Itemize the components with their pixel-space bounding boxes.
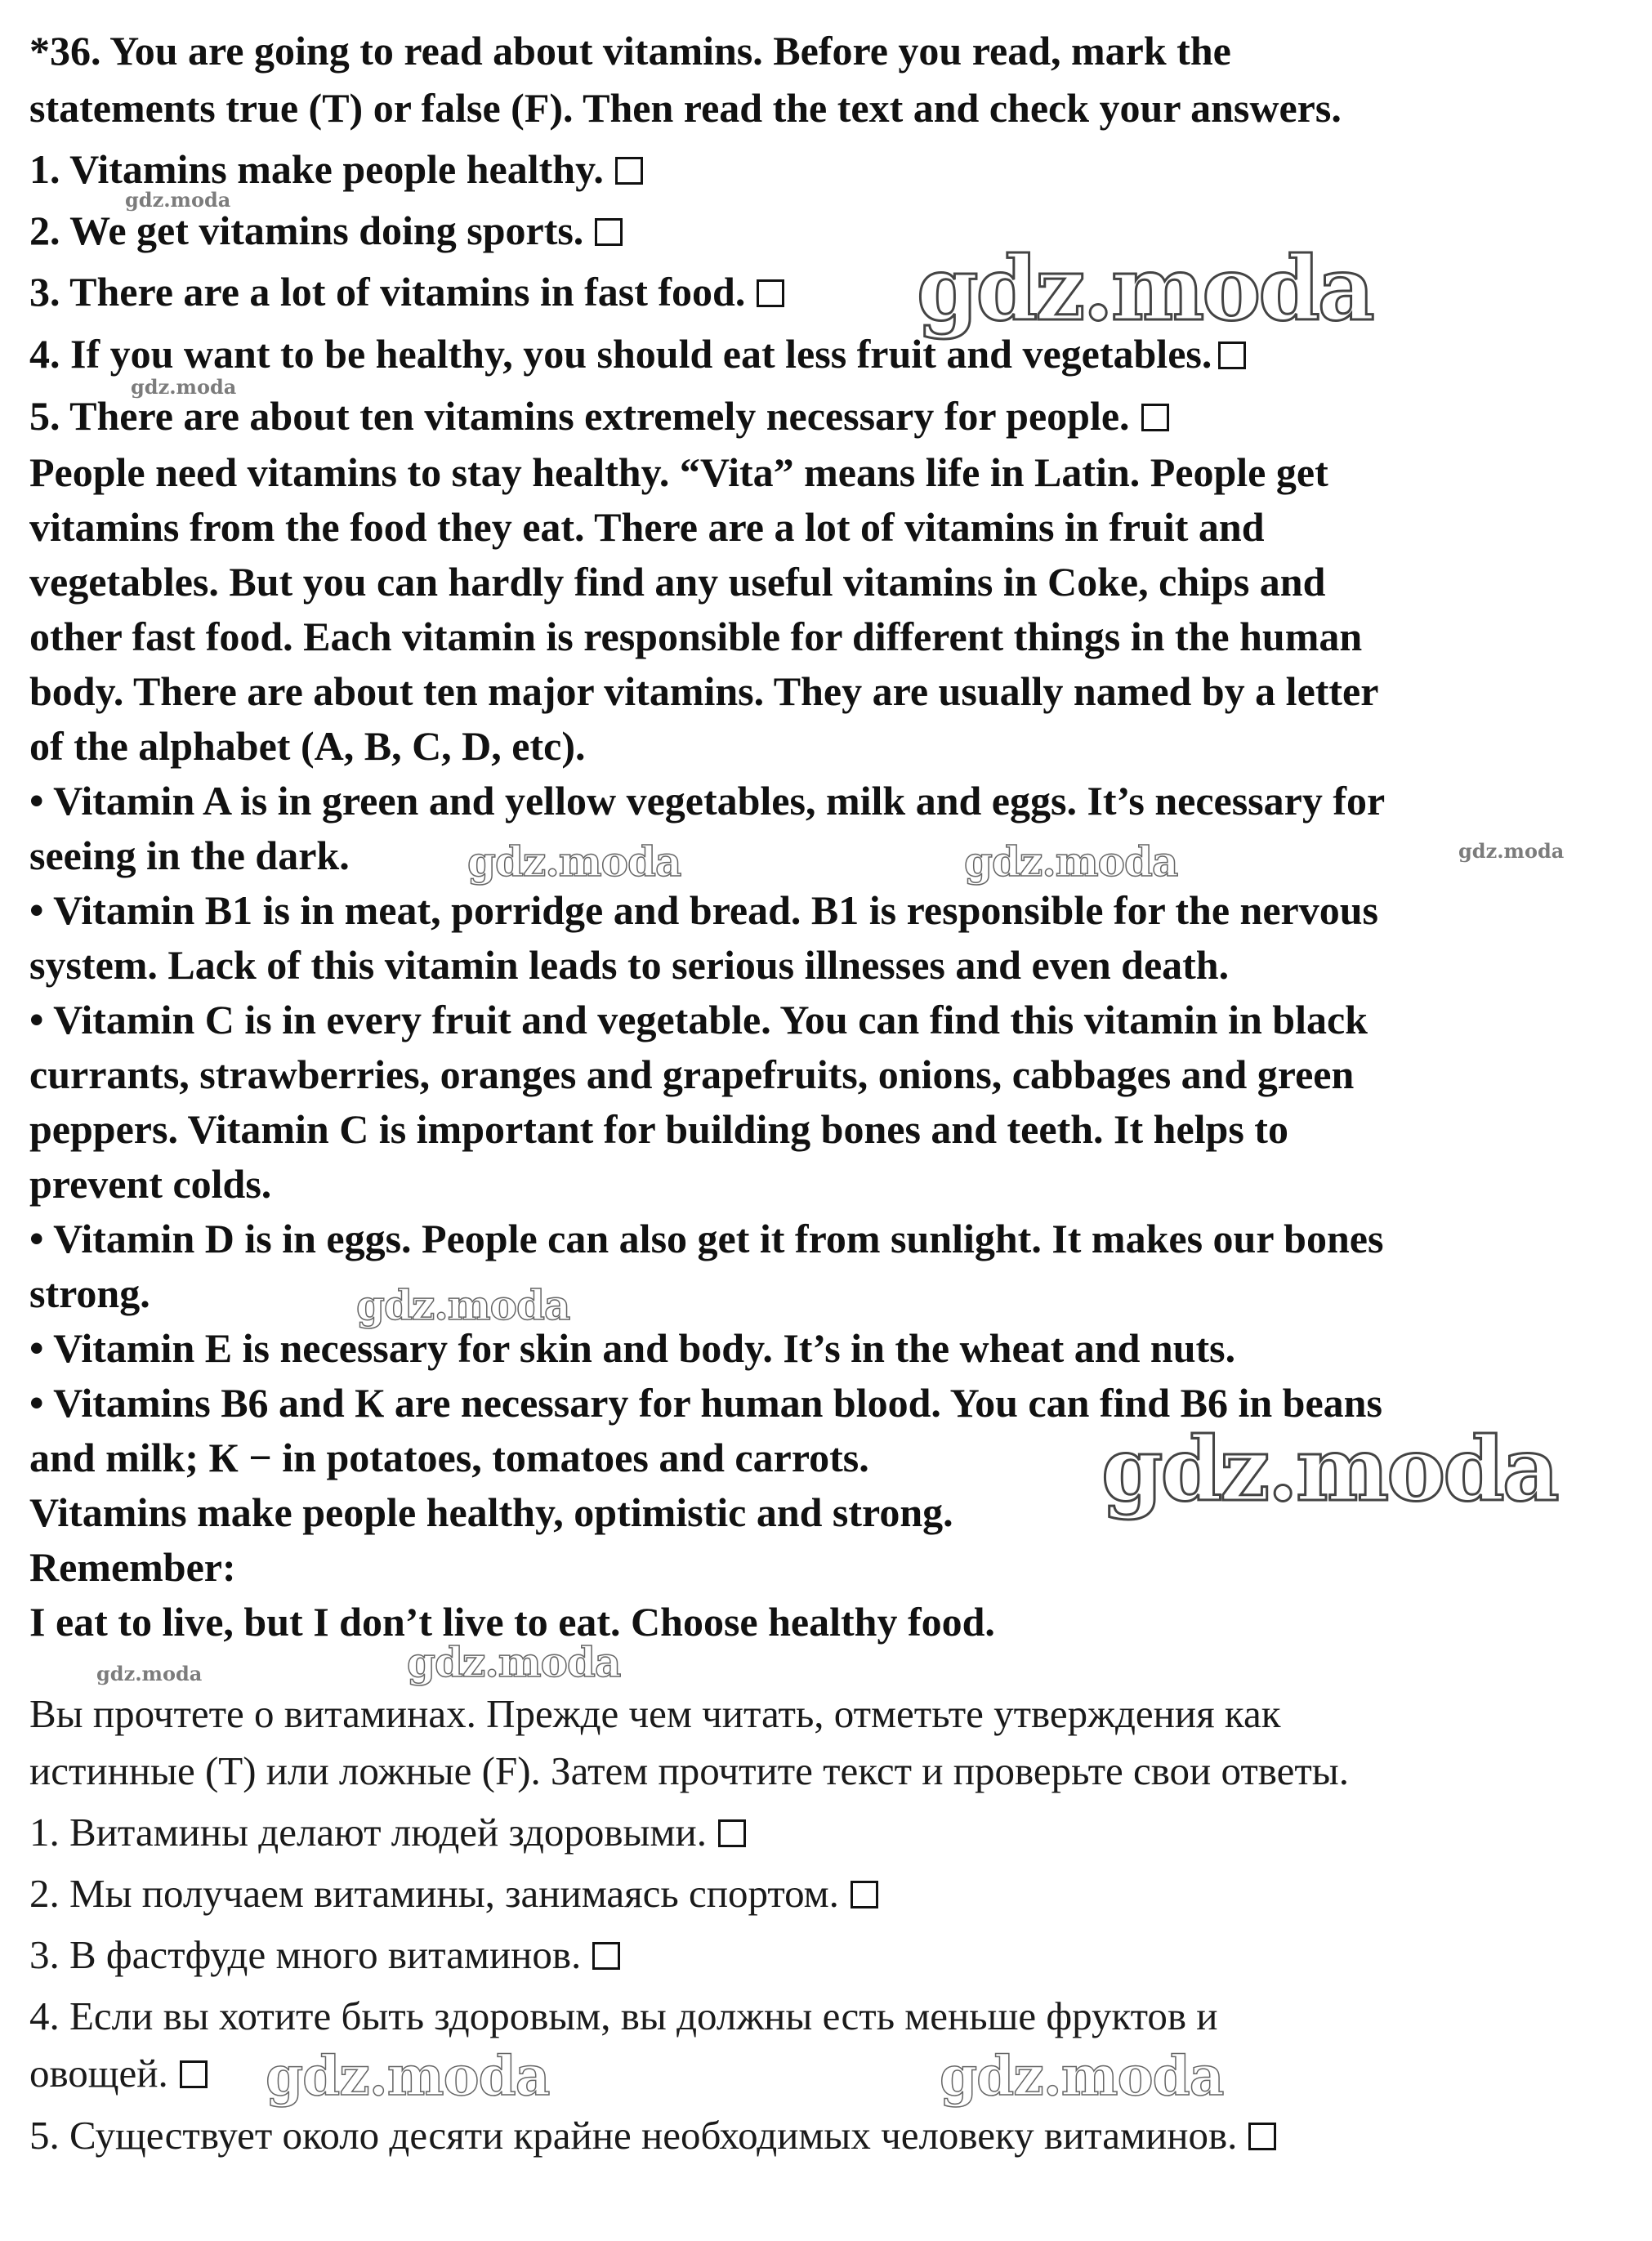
text-line-1: People need vitamins to stay healthy. “Vita” means life in Latin. People get	[29, 449, 1328, 495]
statement-en-5-text: 5. There are about ten vitamins extremely necessary for people.	[29, 393, 1130, 439]
text-line-20: Vitamins make people healthy, optimistic and strong.	[29, 1489, 953, 1535]
text-line-10: system. Lack of this vitamin leads to serious illnesses and even death.	[29, 942, 1230, 988]
statement-ru-5-text: 5. Существует около десяти крайне необходимых человеку витаминов.	[29, 2113, 1238, 2158]
statement-ru-4-cont-text: овощей.	[29, 2051, 168, 2096]
watermark-10: gdz.moda	[407, 1638, 621, 1686]
watermark-5: gdz.moda	[964, 837, 1178, 886]
statement-en-3-text: 3. There are a lot of vitamins in fast food.	[29, 269, 746, 315]
text-line-3: vegetables. But you can hardly find any useful vitamins in Coke, chips and	[29, 559, 1326, 605]
text-line-5: body. There are about ten major vitamins. They are usually named by a letter	[29, 668, 1379, 714]
text-line-16: strong.	[29, 1270, 150, 1316]
text-line-13: peppers. Vitamin C is important for building bones and teeth. It helps to	[29, 1106, 1288, 1152]
answer-checkbox-ru-3[interactable]	[592, 1942, 620, 1970]
translation-line-2: истинные (Т) или ложные (F). Затем прочтите текст и проверьте свои ответы.	[29, 1748, 1349, 1793]
statement-ru-1	[29, 1810, 746, 1855]
answer-checkbox-en-1[interactable]	[615, 157, 643, 185]
watermark-6: gdz.moda	[1458, 839, 1565, 863]
text-line-8: seeing in the dark.	[29, 833, 350, 878]
text-line-6: of the alphabet (A, B, C, D, etc).	[29, 723, 586, 769]
statement-ru-5	[29, 2113, 1276, 2158]
text-line-18: • Vitamins B6 and К are necessary for human blood. You can find B6 in beans	[29, 1380, 1382, 1426]
statement-ru-2	[29, 1871, 878, 1916]
text-line-4: other fast food. Each vitamin is responsible for different things in the human	[29, 614, 1363, 659]
text-line-15: • Vitamin D is in eggs. People can also get it from sunlight. It makes our bones	[29, 1216, 1384, 1261]
text-line-21: Remember:	[29, 1544, 236, 1590]
statement-ru-2-text: 2. Мы получаем витамины, занимаясь спортом.	[29, 1871, 839, 1916]
statement-en-3	[29, 269, 784, 315]
statement-ru-4-cont	[29, 2051, 208, 2096]
answer-checkbox-ru-1[interactable]	[718, 1819, 746, 1847]
answer-checkbox-en-4[interactable]	[1218, 342, 1246, 369]
watermark-4: gdz.moda	[467, 837, 681, 886]
statement-en-2-text: 2. We get vitamins doing sports.	[29, 208, 584, 253]
answer-checkbox-ru-4[interactable]	[180, 2060, 208, 2088]
answer-checkbox-en-2[interactable]	[595, 218, 623, 246]
watermark-11: gdz.moda	[266, 2044, 550, 2108]
statement-ru-3-text: 3. В фастфуде много витаминов.	[29, 1932, 582, 1977]
text-line-19: and milk; К − in potatoes, tomatoes and carrots.	[29, 1435, 869, 1480]
task-heading-line-2: statements true (T) or false (F). Then read the text and check your answers.	[29, 85, 1342, 131]
statement-ru-3	[29, 1932, 620, 1977]
watermark-9: gdz.moda	[96, 1662, 203, 1685]
answer-checkbox-en-3[interactable]	[757, 279, 784, 307]
watermark-1: gdz.moda	[125, 188, 231, 212]
statement-en-5	[29, 393, 1169, 439]
answer-checkbox-en-5[interactable]	[1141, 404, 1169, 431]
statement-ru-4: 4. Если вы хотите быть здоровым, вы должны есть меньше фруктов и	[29, 1993, 1218, 2038]
text-line-12: currants, strawberries, oranges and grapefruits, onions, cabbages and green	[29, 1051, 1355, 1097]
statement-en-4-text: 4. If you want to be healthy, you should eat less fruit and vegetables.	[29, 331, 1212, 377]
text-line-7: • Vitamin A is in green and yellow vegetables, milk and eggs. It’s necessary for	[29, 778, 1386, 824]
statement-en-2	[29, 210, 623, 251]
statement-en-1	[29, 146, 643, 192]
answer-checkbox-ru-2[interactable]	[851, 1881, 878, 1908]
watermark-12: gdz.moda	[940, 2044, 1224, 2108]
text-line-9: • Vitamin B1 is in meat, porridge and bread. B1 is responsible for the nervous	[29, 887, 1378, 933]
text-line-17: • Vitamin E is necessary for skin and body. It’s in the wheat and nuts.	[29, 1325, 1236, 1371]
answer-checkbox-ru-5[interactable]	[1248, 2123, 1276, 2150]
watermark-3: gdz.moda	[131, 375, 237, 399]
text-line-11: • Vitamin C is in every fruit and vegetable. You can find this vitamin in black	[29, 997, 1368, 1042]
task-heading-line-1: *36. You are going to read about vitamins. Before you read, mark the	[29, 28, 1231, 74]
translation-line-1: Вы прочтете о витаминах. Прежде чем читать, отметьте утверждения как	[29, 1691, 1281, 1736]
statement-en-1-text: 1. Vitamins make people healthy.	[29, 146, 604, 192]
watermark-8: gdz.moda	[1101, 1418, 1557, 1521]
statement-ru-1-text: 1. Витамины делают людей здоровыми.	[29, 1810, 707, 1855]
watermark-2: gdz.moda	[917, 238, 1373, 341]
text-line-22: I eat to live, but I don’t live to eat. Choose healthy food.	[29, 1599, 995, 1645]
watermark-7: gdz.moda	[356, 1281, 570, 1329]
text-line-2: vitamins from the food they eat. There are a lot of vitamins in fruit and	[29, 504, 1265, 550]
text-line-14: prevent colds.	[29, 1161, 272, 1207]
